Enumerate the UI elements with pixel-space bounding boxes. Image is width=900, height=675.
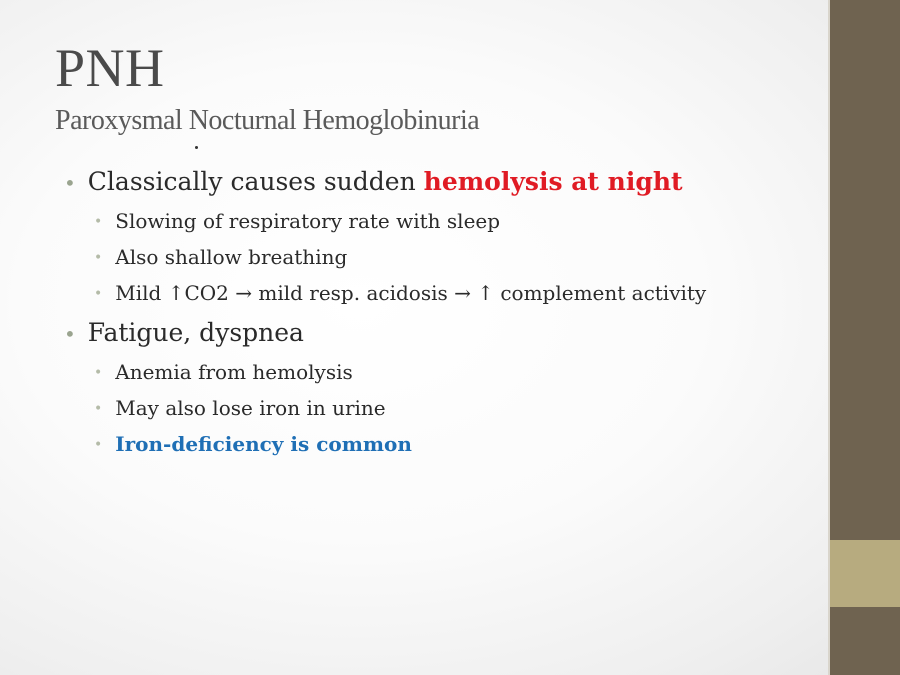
sub-bullet-text: Slowing of respiratory rate with sleep xyxy=(115,209,501,233)
slide-subtitle: Paroxysmal Nocturnal Hemoglobinuria xyxy=(55,105,480,136)
sub-bullet-item xyxy=(94,279,706,308)
sub-bullet-item xyxy=(94,358,353,387)
bullet-icon: • xyxy=(94,214,103,230)
slide-title: PNH xyxy=(55,38,165,98)
sub-bullet-text: Also shallow breathing xyxy=(115,245,348,269)
bullet-text: Fatigue, dyspnea xyxy=(87,318,304,347)
bullet-icon: • xyxy=(94,250,103,266)
sub-bullet-highlight-text: Iron-deficiency is common xyxy=(115,432,412,456)
bullet-icon: • xyxy=(94,365,103,381)
sub-bullet-item xyxy=(94,243,347,272)
bullet-item-hemolysis xyxy=(64,166,683,199)
bullet-icon: • xyxy=(94,286,103,302)
sub-bullet-text: Mild ↑CO2 → mild resp. acidosis → ↑ complement activity xyxy=(115,281,707,305)
sub-bullet-text: Anemia from hemolysis xyxy=(115,360,353,384)
sidebar-accent-block xyxy=(830,540,900,607)
sub-bullet-item xyxy=(94,207,500,236)
bullet-item-fatigue xyxy=(64,317,304,350)
bullet-icon: • xyxy=(94,401,103,417)
sub-bullet-item xyxy=(94,394,386,423)
bullet-icon: • xyxy=(64,322,76,346)
bullet-text: Classically causes sudden xyxy=(87,167,424,196)
sub-bullet-text: May also lose iron in urine xyxy=(115,396,386,420)
bullet-icon: • xyxy=(94,437,103,453)
sub-bullet-item-highlight xyxy=(94,430,412,459)
bullet-icon: • xyxy=(64,171,76,195)
bullet-highlight: hemolysis at night xyxy=(423,167,683,196)
